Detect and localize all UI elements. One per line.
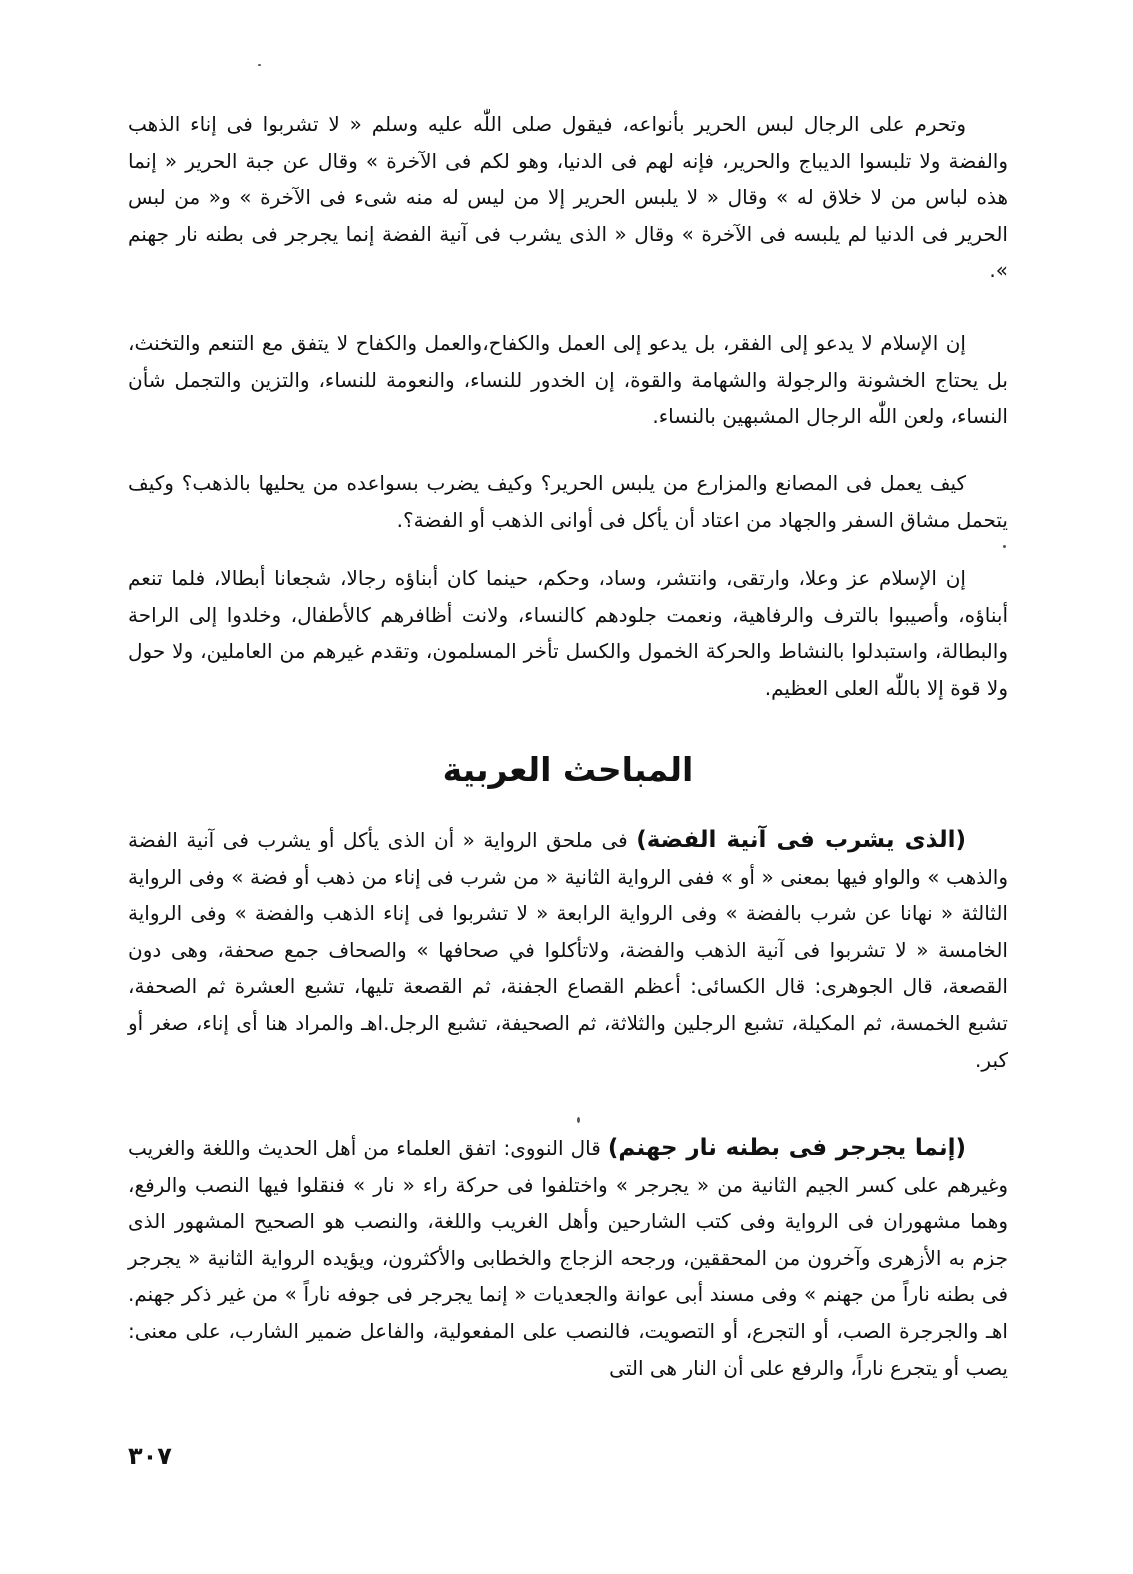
paragraph-rhetorical-questions <box>128 465 1008 538</box>
paragraph-yujarjir-note <box>128 1130 1008 1386</box>
term-heading: (الذى يشرب فى آنية الفضة) <box>636 827 966 853</box>
page-number: ٣٠٧ <box>128 1442 172 1470</box>
paragraph-silver-vessels-note <box>128 822 1008 1078</box>
scan-speck <box>577 1117 580 1123</box>
section-heading: المباحث العربية <box>442 750 694 789</box>
term-explanation: فى ملحق الرواية « أن الذى يأكل أو يشرب فى آنية الفضة والذهب » والواو فيها بمعنى « أو » ففى الرواية الثانية « من شرب فى إناء من ذهب أو فضة » وفى الرواية الثالثة « نهانا عن شرب بالفضة » وفى الرواية الرابعة « لا تشربوا فى إناء الذهب والفضة » وفى الرواية الخامسة « لا تشربوا فى آنية الذهب والفضة، ولاتأكلوا في صحافها » والصحاف جمع صحفة، وهى دون القصعة، قال الجوهرى: قال الكسائى: أعظم القصاع الجفنة، ثم القصعة تليها، تشبع العشرة ثم الصحفة، تشبع الخمسة، ثم المكيلة، تشبع الرجلين والثلاثة، ثم الصحيفة، تشبع الرجل.اهـ والمراد هنا أى إناء، صغر أو كبر. <box>128 828 1008 1072</box>
paragraph-text <box>128 1130 1008 1386</box>
paragraph-text: إن الإسلام لا يدعو إلى الفقر، بل يدعو إلى العمل والكفاح،والعمل والكفاح لا يتفق مع التنعم والتخنث، بل يحتاج الخشونة والرجولة والشهامة والقوة، إن الخدور للنساء، والنعومة للنساء، والتزين والتجمل شأن النساء، ولعن اللّٰه الرجال المشبهين بالنساء. <box>128 331 1008 429</box>
scan-speck <box>258 64 261 66</box>
paragraph-text <box>128 822 1008 1078</box>
scan-speck <box>1003 545 1006 548</box>
paragraph-islam-and-work <box>128 325 1008 435</box>
paragraph-silk-prohibition <box>128 106 1008 289</box>
term-heading: (إنما يجرجر فى بطنه نار جهنم) <box>607 1135 966 1161</box>
paragraph-rise-and-decline <box>128 560 1008 706</box>
paragraph-text: إن الإسلام عز وعلا، وارتقى، وانتشر، وساد، وحكم، حينما كان أبناؤه رجالا، شجعانا أبطالا، فلما تنعم أبناؤه، وأصيبوا بالترف والرفاهية، ونعمت جلودهم كالنساء، ولانت أظافرهم كالأطفال، وخلدوا إلى الراحة والبطالة، واستبدلوا بالنشاط والحركة الخمول والكسل تأخر المسلمون، وتقدم غيرهم من العاملين، ولا حول ولا قوة إلا باللّٰه العلى العظيم. <box>128 566 1008 700</box>
paragraph-text: كيف يعمل فى المصانع والمزارع من يلبس الحرير؟ وكيف يضرب بسواعده من يحليها بالذهب؟ وكيف يتحمل مشاق السفر والجهاد من اعتاد أن يأكل فى أوانى الذهب أو الفضة؟. <box>128 471 1008 532</box>
paragraph-text: وتحرم على الرجال لبس الحرير بأنواعه، فيقول صلى اللّٰه عليه وسلم « لا تشربوا فى إناء الذهب والفضة ولا تلبسوا الديباج والحرير، فإنه لهم فى الدنيا، وهو لكم فى الآخرة » وقال عن جبة الحرير « إنما هذه لباس من لا خلاق له » وقال « لا يلبس الحرير إلا من ليس له منه شىء فى الآخرة » و« من لبس الحرير فى الدنيا لم يلبسه فى الآخرة » وقال « الذى يشرب فى آنية الفضة إنما يجرجر فى بطنه نار جهنم ». <box>128 112 1008 283</box>
term-explanation: قال النووى: اتفق العلماء من أهل الحديث واللغة والغريب وغيرهم على كسر الجيم الثانية من « يجرجر » واختلفوا فى حركة راء « نار » فنقلوا فيها النصب والرفع، وهما مشهوران فى الرواية وفى كتب الشارحين وأهل الغريب واللغة، والنصب هو الصحيح المشهور الذى جزم به الأزهرى وآخرون من المحققين، ورجحه الزجاج والخطابى والأكثرون، ويؤيده الرواية الثانية « يجرجر فى بطنه ناراً من جهنم » وفى مسند أبى عوانة والجعديات « إنما يجرجر فى جوفه ناراً » من غير ذكر جهنم. اهـ والجرجرة الصب، أو التجرع، أو التصويت، فالنصب على المفعولية، والفاعل ضمير الشارب، على معنى: يصب أو يتجرع ناراً، والرفع على أن النار هى التى <box>128 1136 1008 1380</box>
